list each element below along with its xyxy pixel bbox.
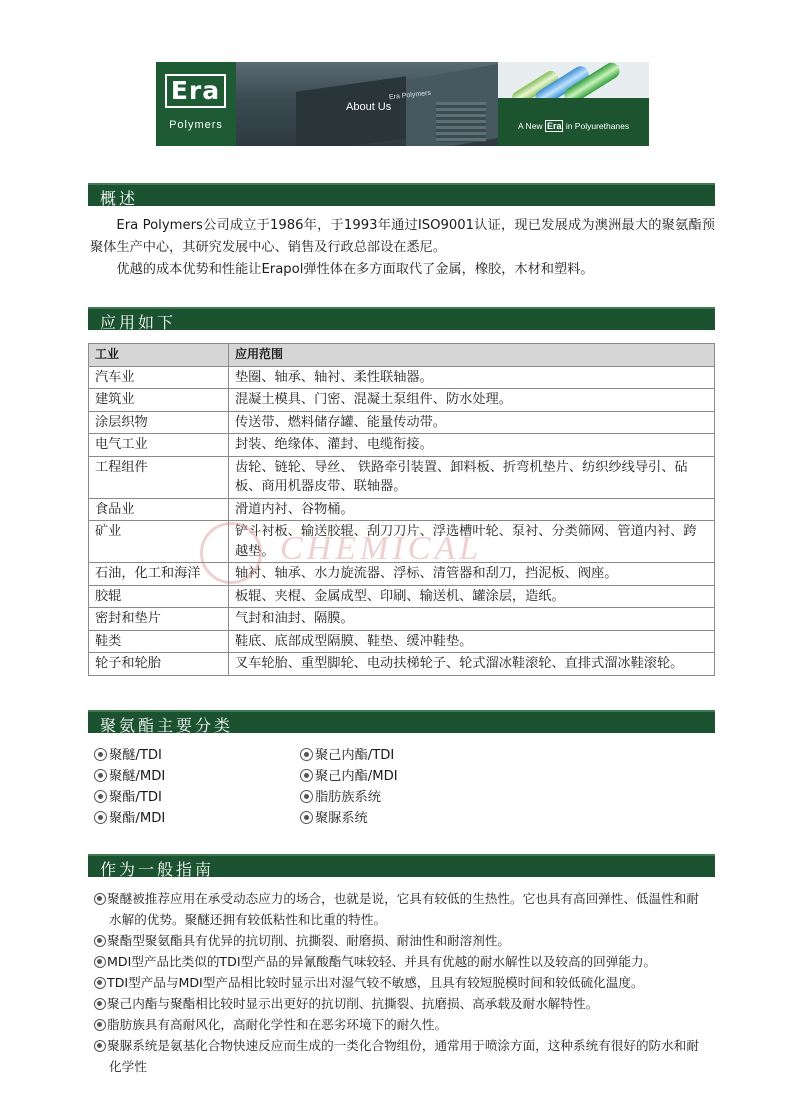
- table-row: [89, 608, 715, 631]
- building-photo: [236, 62, 498, 146]
- table-row: [89, 521, 715, 563]
- table-row: [89, 498, 715, 521]
- table-row: [89, 411, 715, 434]
- tagline-panel: [498, 62, 649, 146]
- bullet-circle-icon: [94, 748, 107, 761]
- industry-cell: 轮子和轮胎: [89, 653, 229, 676]
- scope-cell: 轴衬、轴承、水力旋流器、浮标、清管器和刮刀，挡泥板、阀座。: [229, 563, 715, 586]
- industry-cell: 电气工业: [89, 434, 229, 457]
- logo-subtext: Polymers: [169, 119, 223, 131]
- industry-cell: 建筑业: [89, 389, 229, 412]
- table-row: [89, 585, 715, 608]
- bullet-circle-icon: [94, 811, 107, 824]
- industry-cell: 密封和垫片: [89, 608, 229, 631]
- types-header: [88, 710, 715, 733]
- section-title: 概述: [100, 189, 139, 208]
- bullet-circle-icon: [94, 1040, 106, 1052]
- bullet-circle-icon: [300, 790, 313, 803]
- table-row: [89, 630, 715, 653]
- guide-item-text: 聚醚被推荐应用在承受动态应力的场合，也就是说，它具有较低的生热性。它也具有高回弹性、低温性和耐水解的优势。聚醚还拥有较低粘性和比重的特性。: [107, 891, 699, 927]
- table-row: [89, 456, 715, 498]
- type-item: [300, 766, 398, 787]
- type-item: [300, 808, 398, 829]
- scope-cell: 混凝土模具、门密、混凝土泵组件、防水处理。: [229, 389, 715, 412]
- industry-cell: 石油，化工和海洋: [89, 563, 229, 586]
- about-us-link[interactable]: About Us: [346, 101, 392, 113]
- guide-item: [94, 888, 709, 930]
- bullet-circle-icon: [300, 769, 313, 782]
- building-sign-left: Era Polymers: [388, 89, 432, 102]
- industry-cell: 鞋类: [89, 630, 229, 653]
- industry-cell: 涂层织物: [89, 411, 229, 434]
- table-row: [89, 653, 715, 676]
- scope-cell: 垫圈、轴承、轴衬、柔性联轴器。: [229, 366, 715, 389]
- guide-item-text: TDI型产品与MDI型产品相比较时显示出对湿气较不敏感，且具有较短脱模时间和较低硫化温度。: [107, 975, 644, 990]
- type-item-text: 聚己内酯/TDI: [315, 748, 395, 763]
- tagline: A New Era in Polyurethanes: [518, 121, 630, 131]
- type-item: [94, 766, 165, 787]
- type-item-text: 聚酯/MDI: [109, 811, 166, 826]
- type-item-text: 聚醚/TDI: [109, 748, 162, 763]
- applications-header: [88, 307, 715, 330]
- table-row: [89, 389, 715, 412]
- type-item: [300, 787, 398, 808]
- type-item: [300, 745, 398, 766]
- section-title: 应用如下: [100, 313, 177, 332]
- section-title: 作为一般指南: [100, 860, 215, 879]
- guide-list: [94, 888, 709, 1077]
- industry-cell: 食品业: [89, 498, 229, 521]
- guide-item: [94, 1035, 709, 1077]
- guide-item: [94, 993, 709, 1014]
- guide-item: [94, 1014, 709, 1035]
- column-header-scope: 应用范围: [229, 344, 715, 367]
- guide-item-text: 脂肪族具有高耐风化，高耐化学性和在恶劣环境下的耐久性。: [107, 1017, 448, 1032]
- table-header-row: [89, 344, 715, 367]
- guide-item-text: 聚己内酯与聚酯相比较时显示出更好的抗切削、抗撕裂、抗磨损、高承载及耐水解特性。: [107, 996, 599, 1011]
- scope-cell: 封装、绝缘体、灌封、电缆衔接。: [229, 434, 715, 457]
- bullet-circle-icon: [300, 748, 313, 761]
- tagline-brand: Era: [546, 121, 562, 131]
- table-row: [89, 563, 715, 586]
- tubes-photo: [498, 62, 649, 98]
- guide-item: [94, 930, 709, 951]
- scope-cell: 铲斗衬板、输送胶辊、刮刀刀片、浮选槽叶轮、泵衬、分类筛网、管道内衬、跨越垫。: [229, 521, 715, 563]
- industry-cell: 矿业: [89, 521, 229, 563]
- industry-cell: 胶辊: [89, 585, 229, 608]
- bullet-circle-icon: [94, 769, 107, 782]
- overview-text: [90, 215, 715, 281]
- type-item: [94, 745, 165, 766]
- overview-paragraph: Era Polymers公司成立于1986年，于1993年通过ISO9001认证，现已发展成为澳洲最大的聚氨酯预聚体生产中心，其研究发展中心、销售及行政总部设在悉尼。: [90, 218, 715, 255]
- overview-paragraph: 优越的成本优势和性能让Erapol弹性体在多方面取代了金属，橡胶，木材和塑料。: [116, 262, 594, 277]
- types-column-left: [94, 745, 165, 829]
- header-banner: [156, 62, 649, 146]
- bullet-circle-icon: [94, 998, 106, 1010]
- logo-text: Era: [165, 74, 226, 108]
- bullet-circle-icon: [94, 1019, 106, 1031]
- type-item-text: 聚脲系统: [315, 811, 368, 826]
- scope-cell: 叉车轮胎、重型脚轮、电动扶梯轮子、轮式溜冰鞋滚轮、直排式溜冰鞋滚轮。: [229, 653, 715, 676]
- type-item-text: 聚醚/MDI: [109, 769, 166, 784]
- guide-item: [94, 951, 709, 972]
- overview-header: [88, 183, 715, 206]
- table-row: [89, 366, 715, 389]
- column-header-industry: 工业: [89, 344, 229, 367]
- bullet-circle-icon: [94, 790, 107, 803]
- industry-cell: 汽车业: [89, 366, 229, 389]
- era-logo[interactable]: [156, 62, 236, 146]
- type-item-text: 脂肪族系统: [315, 790, 381, 805]
- bullet-circle-icon: [94, 935, 106, 947]
- guide-header: [88, 854, 715, 877]
- guide-item: [94, 972, 709, 993]
- industry-cell: 工程组件: [89, 456, 229, 498]
- scope-cell: 气封和油封、隔膜。: [229, 608, 715, 631]
- bullet-circle-icon: [300, 811, 313, 824]
- types-column-right: [300, 745, 398, 829]
- applications-table: [88, 343, 715, 676]
- table-row: [89, 434, 715, 457]
- guide-item-text: MDI型产品比类似的TDI型产品的异氰酸酯气味较轻、并具有优越的耐水解性以及较高的回弹能力。: [107, 954, 657, 969]
- type-item-text: 聚己内酯/MDI: [315, 769, 398, 784]
- bullet-circle-icon: [94, 893, 106, 905]
- scope-cell: 滑道内衬、谷物桶。: [229, 498, 715, 521]
- type-item: [94, 787, 165, 808]
- guide-item-text: 聚脲系统是氨基化合物快速反应而生成的一类化合物组份，通常用于喷涂方面，这种系统有很好的防水和耐化学性: [107, 1038, 699, 1074]
- bullet-circle-icon: [94, 977, 106, 989]
- scope-cell: 齿轮、链轮、导丝、 铁路牵引装置、卸料板、折弯机垫片、纺织纱线导引、砧板、商用机器皮带、联轴器。: [229, 456, 715, 498]
- type-item-text: 聚酯/TDI: [109, 790, 162, 805]
- scope-cell: 鞋底、底部成型隔膜、鞋垫、缓冲鞋垫。: [229, 630, 715, 653]
- scope-cell: 板辊、夹棍、金属成型、印刷、输送机、罐涂层，造纸。: [229, 585, 715, 608]
- section-title: 聚氨酯主要分类: [100, 716, 234, 735]
- type-item: [94, 808, 165, 829]
- guide-item-text: 聚酯型聚氨酯具有优异的抗切削、抗撕裂、耐磨损、耐油性和耐溶剂性。: [107, 933, 510, 948]
- watermark-text: CHEMICAL: [280, 530, 482, 567]
- bullet-circle-icon: [94, 956, 106, 968]
- scope-cell: 传送带、燃料储存罐、能量传动带。: [229, 411, 715, 434]
